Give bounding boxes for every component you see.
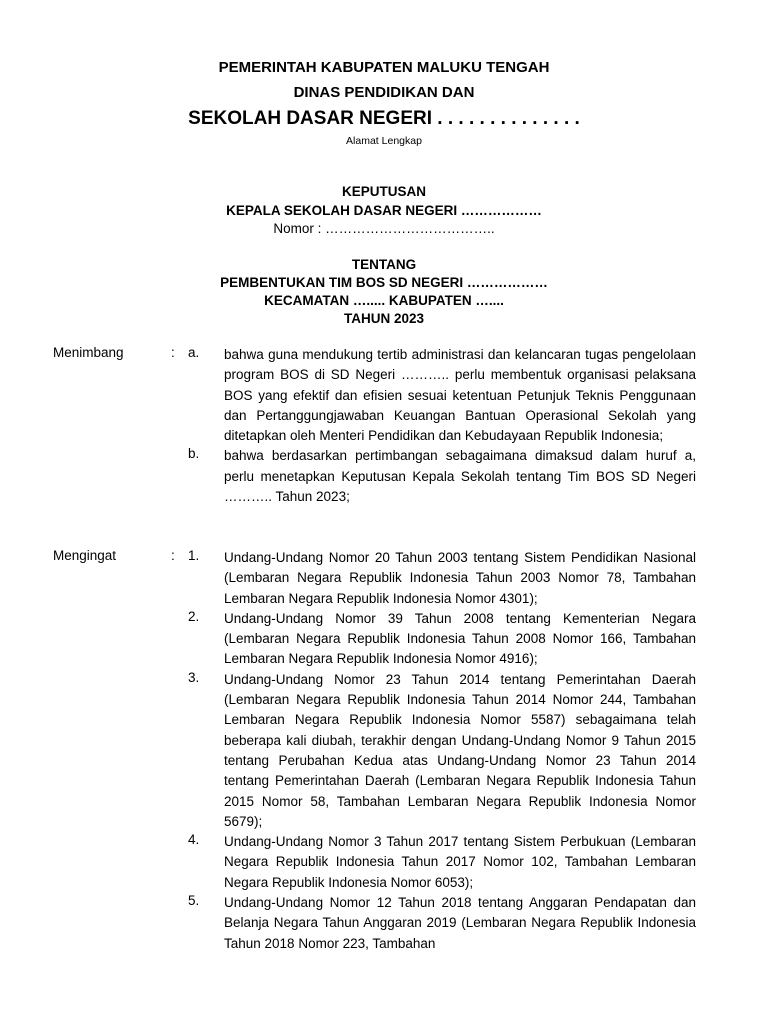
list-item	[0, 670, 768, 832]
section-mengingat	[0, 548, 768, 954]
subject-label: TENTANG	[351, 257, 417, 272]
letterhead-office: DINAS PENDIDIKAN DAN	[293, 84, 475, 101]
list-item	[0, 609, 768, 670]
decision-number: Nomor : ………………………………..	[273, 221, 495, 236]
letterhead-address: Alamat Lengkap	[346, 135, 422, 147]
list-item-text: Undang-Undang Nomor 3 Tahun 2017 tentang Sistem Perbukuan (Lembaran Negara Republik Indonesia Tahun 2017 Nomor 102, Tambahan Lembaran Negara Republik Indonesia Nomor 6053);	[224, 834, 696, 890]
section-colon: :	[171, 345, 175, 360]
subject-line-2: KECAMATAN …..... KABUPATEN …....	[264, 293, 504, 308]
section-menimbang	[0, 345, 768, 507]
list-marker: 2.	[188, 608, 200, 624]
list-item-text: Undang-Undang Nomor 39 Tahun 2008 tentang Kementerian Negara (Lembaran Negara Republik Indonesia Tahun 2008 Nomor 166, Tambahan Lembaran Negara Republik Indonesia Nomor 4916);	[224, 610, 696, 667]
list-item-text: bahwa guna mendukung tertib administrasi dan kelancaran tugas pengelolaan program BOS di SD Negeri ……….. perlu membentuk organisasi pelaksana BOS yang efektif dan efisien sesuai ketentuan Petunjuk Teknis Penggunaan dan Pertanggungjawaban Keuangan Bantuan Operasional Sekolah yang ditetapkan oleh Menteri Pendidikan dan Kebudayaan Republik Indonesia;	[224, 347, 696, 444]
subject-line-1: PEMBENTUKAN TIM BOS SD NEGERI ………………	[220, 275, 548, 290]
list-marker: 4.	[188, 832, 200, 848]
list-item	[0, 832, 768, 893]
list-item-text: bahwa berdasarkan pertimbangan sebagaimana dimaksud dalam huruf a, perlu menetapkan Keputusan Kepala Sekolah tentang Tim BOS SD Negeri ……….. Tahun 2023;	[224, 448, 696, 505]
list-marker: 3.	[188, 669, 200, 685]
letterhead-school: SEKOLAH DASAR NEGERI . . . . . . . . . . . . . .	[188, 108, 580, 129]
section-label: Mengingat	[53, 548, 117, 563]
letterhead-government: PEMERINTAH KABUPATEN MALUKU TENGAH	[218, 59, 550, 76]
list-item	[0, 548, 768, 609]
list-marker: 5.	[188, 893, 200, 909]
list-item-text: Undang-Undang Nomor 20 Tahun 2003 tentang Sistem Pendidikan Nasional (Lembaran Negara Republik Indonesia Tahun 2003 Nomor 78, Tambahan Lembaran Negara Republik Indonesia Nomor 4301);	[224, 550, 696, 606]
section-label: Menimbang	[53, 345, 124, 360]
decision-issuer: KEPALA SEKOLAH DASAR NEGERI ………………	[226, 203, 542, 218]
list-item	[0, 893, 768, 954]
subject-line-3: TAHUN 2023	[343, 311, 425, 326]
section-colon: :	[171, 548, 175, 563]
decision-title: KEPUTUSAN	[341, 184, 426, 199]
list-item	[0, 345, 768, 446]
list-item	[0, 446, 768, 507]
list-marker: b.	[188, 446, 200, 462]
list-item-text: Undang-Undang Nomor 12 Tahun 2018 tentang Anggaran Pendapatan dan Belanja Negara Tahun Anggaran 2019 (Lembaran Negara Republik Indonesia Tahun 2018 Nomor 223, Tambahan	[224, 895, 696, 951]
list-item-text: Undang-Undang Nomor 23 Tahun 2014 tentang Pemerintahan Daerah (Lembaran Negara Republik Indonesia Tahun 2014 Nomor 244, Tambahan Lembaran Negara Republik Indonesia Nomor 5587) sebagaimana telah beberapa kali diubah, terakhir dengan Undang-Undang Nomor 9 Tahun 2015 tentang Perubahan Kedua atas Undang-Undang Nomor 23 Tahun 2014 tentang Pemerintahan Daerah (Lembaran Negara Republik Indonesia Tahun 2015 Nomor 58, Tambahan Lembaran Negara Republik Indonesia Nomor 5679);	[224, 671, 696, 829]
list-marker: a.	[188, 345, 200, 360]
list-marker: 1.	[188, 548, 200, 563]
